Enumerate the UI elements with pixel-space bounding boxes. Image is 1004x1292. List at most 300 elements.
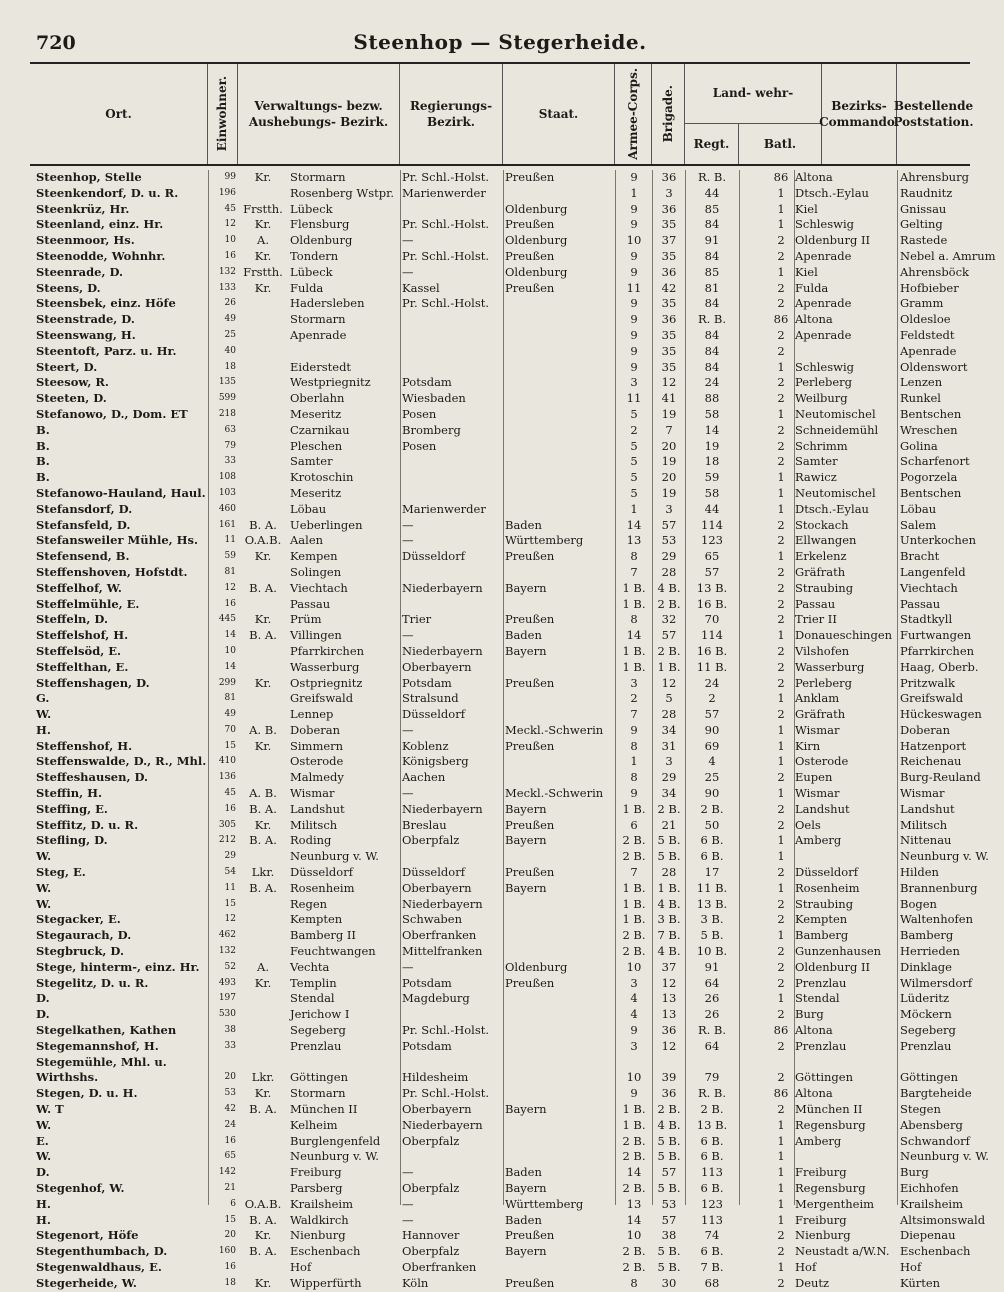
cell-admin-district: Kelheim (290, 1117, 338, 1132)
cell-brigade: 4 B. (657, 896, 681, 911)
cell-place-name: Steens, D. (36, 280, 101, 295)
cell-landwehr-battalion: 1 (777, 928, 785, 943)
cell-district-command: Wismar (795, 786, 840, 801)
cell-post-station: Hückeswagen (900, 707, 982, 722)
cell-place-name: E. (36, 1133, 49, 1148)
cell-post-station: Dinklage (900, 959, 952, 974)
cell-inhabitants: 33 (224, 1040, 236, 1051)
cell-district-command: Kiel (795, 264, 818, 279)
cell-admin-district: Bamberg II (290, 928, 356, 943)
cell-post-station: Gnissau (900, 201, 947, 216)
cell-district-command: Gräfrath (795, 707, 846, 722)
cell-place-name: W. (36, 707, 52, 722)
cell-district-command: Vilshofen (795, 643, 850, 658)
cell-inhabitants: 25 (224, 329, 236, 340)
cell-place-name: Stegelkathen, Kathen (36, 1023, 177, 1038)
cell-army-corps: 2 B. (622, 849, 646, 864)
cell-admin-district: Nienburg (290, 1228, 346, 1243)
cell-army-corps: 1 B. (622, 912, 646, 927)
cell-landwehr-regiment: 7 B. (700, 1259, 724, 1274)
table-row (30, 928, 970, 944)
cell-government-district: Oberpfalz (402, 833, 460, 848)
cell-government-district: Mittelfranken (402, 944, 483, 959)
cell-state: Oldenburg (505, 233, 568, 248)
cell-brigade: 57 (661, 1212, 677, 1227)
table-row (30, 960, 970, 976)
table-row (30, 248, 996, 265)
cell-landwehr-regiment: 70 (704, 612, 720, 627)
cell-army-corps: 7 (630, 865, 638, 880)
cell-brigade: 31 (661, 738, 677, 753)
cell-admin-district: Fulda (290, 280, 324, 295)
cell-army-corps: 6 (630, 817, 638, 832)
cell-admin-district: Wipperfürth (290, 1275, 362, 1290)
cell-army-corps: 9 (630, 170, 638, 184)
cell-landwehr-battalion: 2 (777, 912, 785, 927)
cell-district-command: Schleswig (795, 217, 854, 232)
cell-district-type: A. (257, 233, 269, 248)
cell-brigade: 36 (661, 170, 677, 184)
cell-place-name: W. (36, 849, 52, 864)
cell-government-district: Niederbayern (402, 896, 483, 911)
cell-place-name: Steffenshagen, D. (36, 675, 150, 690)
cell-brigade: 30 (661, 1275, 677, 1290)
cell-landwehr-regiment: 74 (704, 1228, 720, 1243)
cell-landwehr-battalion: 2 (777, 596, 785, 611)
cell-government-district: Pr. Schl.-Holst. (402, 1086, 490, 1101)
cell-district-type: Kr. (254, 1275, 272, 1290)
cell-place-name: Steenrade, D. (36, 264, 124, 279)
cell-inhabitants: 59 (224, 551, 236, 562)
cell-brigade: 2 B. (657, 596, 681, 611)
cell-state: Preußen (505, 738, 555, 753)
cell-government-district: Hildesheim (402, 1070, 469, 1085)
header-ort: Ort. (30, 64, 208, 164)
cell-landwehr-regiment: 13 B. (696, 580, 728, 595)
cell-district-type: B. A. (249, 628, 277, 643)
cell-district-type: B. A. (249, 833, 277, 848)
cell-landwehr-battalion: 1 (777, 833, 785, 848)
cell-post-station: Hilden (900, 865, 939, 880)
cell-inhabitants: 133 (218, 282, 236, 293)
cell-inhabitants: 142 (218, 1167, 236, 1178)
cell-inhabitants: 16 (224, 598, 236, 609)
cell-state: Preußen (505, 1275, 555, 1290)
cell-government-district: Potsdam (402, 675, 452, 690)
cell-brigade: 42 (661, 280, 677, 295)
cell-admin-district: Militsch (290, 817, 338, 832)
cell-government-district: Düsseldorf (402, 549, 465, 564)
cell-army-corps: 7 (630, 707, 638, 722)
cell-brigade: 34 (661, 786, 677, 801)
cell-district-command: Erkelenz (795, 549, 847, 564)
cell-landwehr-regiment: 24 (704, 375, 720, 390)
cell-district-type: Kr. (254, 1086, 272, 1101)
cell-district-type: Kr. (254, 170, 272, 184)
cell-brigade: 12 (661, 975, 677, 990)
cell-brigade: 5 B. (657, 1181, 681, 1195)
table-row (30, 1276, 970, 1292)
cell-brigade: 5 B. (657, 849, 681, 864)
table-row (30, 486, 970, 502)
cell-landwehr-regiment: 10 B. (696, 944, 728, 959)
cell-post-station: Haag, Oberb. (900, 659, 979, 674)
cell-landwehr-regiment: 25 (704, 770, 720, 785)
table-row (30, 470, 970, 486)
cell-government-district: Oberbayern (402, 880, 472, 895)
cell-army-corps: 1 (630, 754, 638, 769)
cell-state: Bayern (505, 801, 547, 816)
cell-inhabitants: 103 (218, 487, 236, 498)
cell-government-district: Oberfranken (402, 1259, 477, 1274)
cell-landwehr-regiment: 113 (701, 1165, 723, 1180)
cell-government-district: Oberbayern (402, 659, 472, 674)
cell-brigade: 12 (661, 375, 677, 390)
table-row (30, 1181, 970, 1197)
table-row (30, 802, 970, 818)
cell-inhabitants: 29 (224, 851, 236, 862)
table-row (30, 1260, 970, 1276)
cell-army-corps: 8 (630, 738, 638, 753)
cell-place-name: Steffenshoven, Hofstdt. (36, 564, 188, 579)
cell-landwehr-battalion: 2 (777, 959, 785, 974)
cell-government-district: Breslau (402, 817, 447, 832)
cell-state: Baden (505, 628, 542, 643)
cell-admin-district: Düsseldorf (290, 865, 353, 880)
table-row (30, 1070, 970, 1086)
cell-inhabitants: 81 (224, 566, 236, 577)
cell-landwehr-battalion: 1 (777, 754, 785, 769)
cell-landwehr-battalion: 1 (777, 264, 785, 279)
cell-place-name: Stegemühle, Mhl. u. (36, 1054, 167, 1069)
cell-brigade: 7 B. (657, 928, 681, 943)
cell-landwehr-regiment: 91 (704, 233, 720, 248)
cell-post-station: Wilmersdorf (900, 975, 973, 990)
cell-place-name: Stegenthumbach, D. (36, 1244, 168, 1259)
cell-state: Baden (505, 1212, 542, 1227)
cell-landwehr-battalion: 2 (777, 896, 785, 911)
cell-district-command: Schneidemühl (795, 422, 879, 437)
cell-inhabitants: 14 (224, 661, 236, 672)
cell-district-type: Frstth. (243, 264, 283, 279)
cell-landwehr-battalion: 2 (777, 1038, 785, 1053)
cell-district-type: Lkr. (251, 865, 275, 880)
cell-admin-district: Flensburg (290, 217, 350, 232)
cell-government-district: Niederbayern (402, 801, 483, 816)
cell-place-name: Steenstrade, D. (36, 312, 135, 327)
table-row (30, 849, 989, 865)
cell-district-command: Altona (795, 170, 833, 184)
cell-army-corps: 14 (626, 1165, 642, 1180)
cell-district-type: A. (257, 959, 269, 974)
cell-government-district: — (402, 517, 414, 532)
cell-post-station: Herrieden (900, 944, 960, 959)
cell-post-station: Ahrensburg (900, 170, 969, 184)
cell-government-district: Niederbayern (402, 643, 483, 658)
cell-army-corps: 9 (630, 248, 638, 263)
cell-landwehr-regiment: 69 (704, 738, 720, 753)
cell-brigade: 36 (661, 1086, 677, 1101)
cell-landwehr-regiment: 6 B. (700, 1181, 724, 1195)
cell-landwehr-battalion: 2 (777, 707, 785, 722)
cell-landwehr-battalion: 2 (777, 280, 785, 295)
cell-landwehr-regiment: 5 B. (700, 928, 724, 943)
cell-place-name: B. (36, 454, 50, 469)
cell-post-station: Nittenau (900, 833, 952, 848)
cell-district-command: Ellwangen (795, 533, 857, 548)
cell-place-name: Stegerheide, W. (36, 1275, 137, 1290)
cell-landwehr-battalion: 86 (773, 1086, 789, 1101)
cell-government-district: Posen (402, 406, 437, 421)
cell-place-name: Stegenhof, W. (36, 1181, 125, 1195)
cell-place-name: Steffelhof, W. (36, 580, 122, 595)
cell-place-name: Stefansfeld, D. (36, 517, 131, 532)
cell-landwehr-regiment: R. B. (697, 312, 727, 327)
cell-landwehr-battalion: 1 (777, 359, 785, 374)
cell-inhabitants: 18 (224, 1277, 236, 1288)
cell-landwehr-regiment: 6 B. (700, 833, 724, 848)
cell-army-corps: 2 (630, 691, 638, 706)
cell-district-command: Passau (795, 596, 836, 611)
cell-army-corps: 1 B. (622, 659, 646, 674)
cell-district-command: Prenzlau (795, 975, 847, 990)
page-number: 720 (36, 32, 76, 54)
cell-inhabitants: 132 (218, 266, 236, 277)
cell-district-command: Kirn (795, 738, 821, 753)
cell-government-district: Marienwerder (402, 185, 486, 200)
cell-government-district: Wiesbaden (402, 391, 466, 406)
cell-admin-district: Landshut (290, 801, 345, 816)
cell-place-name: G. (36, 691, 50, 706)
cell-post-station: Gelting (900, 217, 943, 232)
cell-place-name: Stefanowo, D., Dom. ET (36, 406, 188, 421)
cell-place-name: H. (36, 1196, 51, 1211)
cell-inhabitants: 6 (230, 1198, 236, 1209)
cell-army-corps: 3 (630, 1038, 638, 1053)
cell-place-name: Steffing, E. (36, 801, 108, 816)
cell-post-station: Nebel a. Amrum (900, 248, 996, 263)
table-row (30, 1165, 970, 1181)
table-row (30, 897, 970, 913)
table-row (30, 818, 970, 834)
cell-army-corps: 9 (630, 217, 638, 232)
cell-landwehr-regiment: 6 B. (700, 1244, 724, 1259)
cell-landwehr-regiment: 90 (704, 786, 720, 801)
cell-army-corps: 5 (630, 406, 638, 421)
cell-landwehr-battalion: 2 (777, 817, 785, 832)
table-row (30, 375, 970, 391)
cell-admin-district: Freiburg (290, 1165, 342, 1180)
cell-government-district: — (402, 1165, 414, 1180)
cell-inhabitants: 108 (218, 472, 236, 483)
table-row (30, 170, 970, 186)
cell-inhabitants: 38 (224, 1025, 236, 1036)
cell-inhabitants: 16 (224, 803, 236, 814)
cell-district-type: Frstth. (243, 201, 283, 216)
cell-army-corps: 9 (630, 343, 638, 358)
cell-district-command: Regensburg (795, 1181, 866, 1195)
cell-army-corps: 9 (630, 786, 638, 801)
cell-army-corps: 11 (626, 280, 642, 295)
cell-landwehr-regiment: 57 (704, 564, 720, 579)
cell-place-name: Steffelmühle, E. (36, 596, 140, 611)
cell-admin-district: Prenzlau (290, 1038, 342, 1053)
cell-army-corps: 2 B. (622, 833, 646, 848)
cell-landwehr-battalion: 2 (777, 375, 785, 390)
cell-place-name: Steenmoor, Hs. (36, 233, 135, 248)
cell-admin-district: Lennep (290, 707, 334, 722)
cell-government-district: Oberpfalz (402, 1181, 460, 1195)
cell-admin-district: Prüm (290, 612, 322, 627)
table-row (30, 707, 982, 723)
cell-landwehr-regiment: 14 (704, 422, 720, 437)
cell-landwehr-regiment: 84 (704, 343, 720, 358)
cell-post-station: Möckern (900, 1007, 952, 1022)
cell-landwehr-regiment: 59 (704, 470, 720, 485)
cell-place-name: Steeten, D. (36, 391, 107, 406)
cell-brigade: 5 B. (657, 1133, 681, 1148)
cell-landwehr-battalion: 1 (777, 217, 785, 232)
table-row (30, 549, 970, 565)
cell-army-corps: 4 (630, 1007, 638, 1022)
cell-post-station: Bentschen (900, 406, 962, 421)
cell-post-station: Bracht (900, 549, 940, 564)
cell-inhabitants: 136 (218, 772, 236, 783)
cell-landwehr-battalion: 1 (777, 1181, 785, 1195)
cell-place-name: Stegenort, Höfe (36, 1228, 139, 1243)
cell-brigade: 32 (661, 612, 677, 627)
table-row (30, 454, 970, 470)
cell-district-command: Wasserburg (795, 659, 865, 674)
cell-brigade: 37 (661, 233, 677, 248)
cell-admin-district: Burglengenfeld (290, 1133, 381, 1148)
cell-army-corps: 1 B. (622, 580, 646, 595)
cell-inhabitants: 10 (224, 645, 236, 656)
cell-place-name: D. (36, 991, 50, 1006)
cell-army-corps: 1 B. (622, 643, 646, 658)
cell-inhabitants: 11 (224, 535, 236, 546)
cell-army-corps: 9 (630, 312, 638, 327)
cell-post-station: Salem (900, 517, 937, 532)
cell-inhabitants: 52 (224, 961, 236, 972)
cell-brigade: 2 B. (657, 643, 681, 658)
cell-admin-district: Kempten (290, 912, 343, 927)
cell-post-station: Rastede (900, 233, 948, 248)
cell-army-corps: 2 B. (622, 1133, 646, 1148)
cell-army-corps: 14 (626, 517, 642, 532)
cell-inhabitants: 445 (218, 614, 236, 625)
cell-landwehr-regiment: 16 B. (696, 596, 728, 611)
cell-post-station: Pfarrkirchen (900, 643, 975, 658)
cell-state: Meckl.-Schwerin (505, 722, 604, 737)
table-row (30, 1244, 970, 1260)
cell-government-district: Kassel (402, 280, 440, 295)
cell-inhabitants: 14 (224, 630, 236, 641)
cell-inhabitants: 135 (218, 377, 236, 388)
cell-inhabitants: 11 (224, 882, 236, 893)
cell-inhabitants: 462 (218, 930, 236, 941)
cell-district-command: Trier II (795, 612, 837, 627)
cell-admin-district: Wasserburg (290, 659, 360, 674)
cell-place-name: Stegacker, E. (36, 912, 121, 927)
cell-district-type: O.A.B. (244, 1196, 282, 1211)
cell-landwehr-regiment: 90 (704, 722, 720, 737)
cell-landwehr-battalion: 2 (777, 612, 785, 627)
cell-post-station: Waltenhofen (900, 912, 973, 927)
cell-government-district: — (402, 1212, 414, 1227)
cell-government-district: — (402, 233, 414, 248)
cell-district-command: Oldenburg II (795, 959, 871, 974)
cell-brigade: 35 (661, 343, 677, 358)
cell-brigade: 53 (661, 1196, 677, 1211)
cell-state: Preußen (505, 549, 555, 564)
cell-place-name: Steffeln, D. (36, 612, 108, 627)
cell-district-type: B. A. (249, 801, 277, 816)
table-row (30, 754, 970, 770)
cell-landwehr-battalion: 1 (777, 991, 785, 1006)
header-regierung: Regierungs- Bezirk. (400, 64, 503, 164)
cell-district-command: Altona (795, 312, 833, 327)
table-row (30, 439, 970, 455)
cell-admin-district: Krailsheim (290, 1196, 353, 1211)
cell-district-command: Deutz (795, 1275, 830, 1290)
cell-government-district: Pr. Schl.-Holst. (402, 296, 490, 311)
cell-brigade: 34 (661, 722, 677, 737)
cell-landwehr-regiment: R. B. (697, 1086, 727, 1101)
cell-district-command: Dtsch.-Eylau (795, 501, 869, 516)
cell-district-command: Perleberg (795, 675, 853, 690)
cell-army-corps: 8 (630, 1275, 638, 1290)
cell-government-district: Köln (402, 1275, 429, 1290)
cell-army-corps: 2 B. (622, 944, 646, 959)
cell-post-station: Scharfenort (900, 454, 970, 469)
cell-army-corps: 3 (630, 975, 638, 990)
cell-inhabitants: 45 (224, 203, 236, 214)
cell-district-command: Neustadt a/W.N. (795, 1244, 890, 1259)
cell-post-station: Golina (900, 438, 938, 453)
cell-army-corps: 1 B. (622, 880, 646, 895)
header-armeekorps-label: Armee-Corps. (625, 68, 640, 160)
table-row (30, 659, 979, 676)
cell-inhabitants: 12 (224, 582, 236, 593)
cell-landwehr-regiment: 2 B. (700, 801, 724, 816)
cell-admin-district: Kempen (290, 549, 338, 564)
cell-post-station: Hofbieber (900, 280, 959, 295)
cell-landwehr-regiment: 84 (704, 248, 720, 263)
cell-inhabitants: 45 (224, 788, 236, 799)
cell-district-command: Nienburg (795, 1228, 851, 1243)
cell-landwehr-regiment: 84 (704, 327, 720, 342)
table-row (30, 1086, 970, 1102)
cell-post-station: Apenrade (900, 343, 957, 358)
cell-landwehr-regiment: 13 B. (696, 896, 728, 911)
cell-landwehr-battalion: 2 (777, 770, 785, 785)
cell-inhabitants: 160 (218, 1246, 236, 1257)
table-row (30, 518, 970, 534)
cell-state: Meckl.-Schwerin (505, 786, 604, 801)
cell-state: Bayern (505, 1181, 547, 1195)
header-batl: Batl. (739, 124, 822, 164)
cell-district-command: Altona (795, 1023, 833, 1038)
cell-place-name: Steffin, H. (36, 786, 102, 801)
cell-district-command: Gräfrath (795, 564, 846, 579)
cell-district-command: Wismar (795, 722, 840, 737)
cell-district-type: Kr. (254, 280, 272, 295)
table-row (30, 1212, 986, 1229)
cell-landwehr-battalion: 86 (773, 1023, 789, 1038)
cell-district-type: B. A. (249, 880, 277, 895)
cell-brigade: 35 (661, 248, 677, 263)
